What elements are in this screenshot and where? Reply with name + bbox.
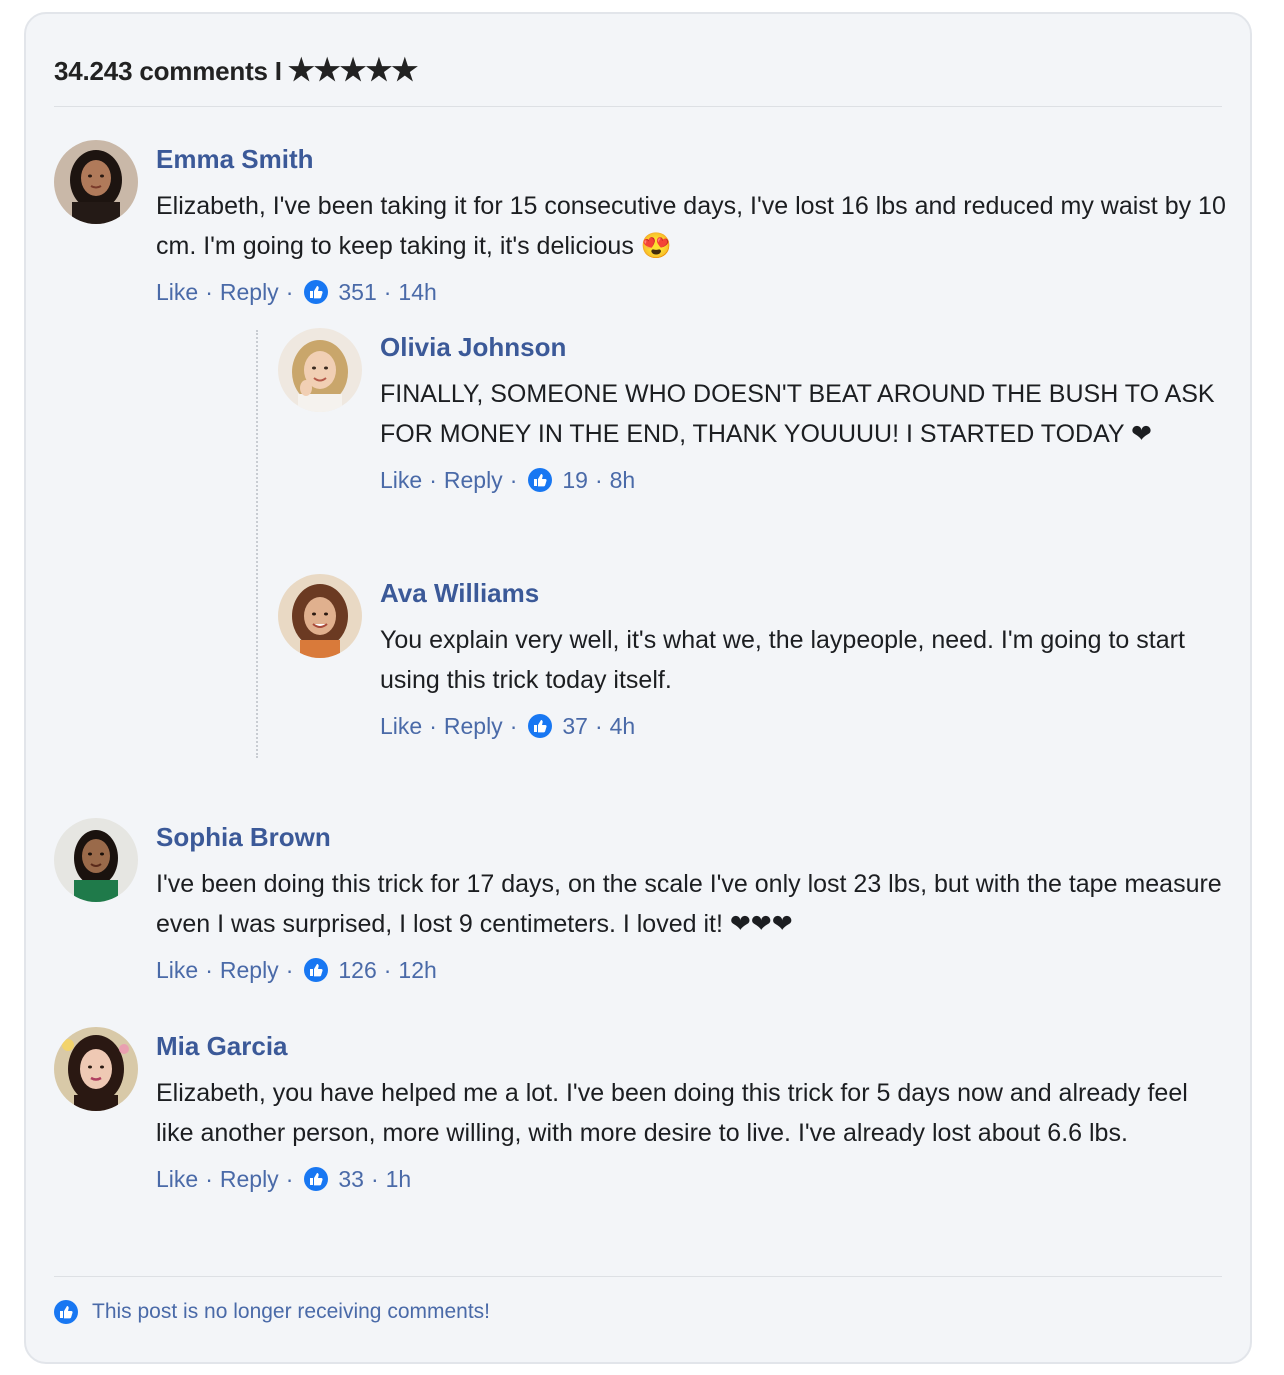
comment-text: FINALLY, SOMEONE WHO DOESN'T BEAT AROUND THE BUSH TO ASK FOR MONEY IN THE END, THANK YOUUUU! I STARTED TODAY ❤: [380, 380, 1215, 448]
like-link[interactable]: Like: [156, 1166, 199, 1192]
comments-header: [54, 54, 417, 89]
separator-dot: ·: [370, 1166, 379, 1192]
comments-closed-notice: [54, 1300, 490, 1324]
comment-author[interactable]: Sophia Brown: [156, 822, 331, 852]
reply-link[interactable]: Reply: [443, 713, 503, 739]
comment-time: 1h: [385, 1166, 412, 1192]
like-link[interactable]: Like: [380, 467, 423, 493]
comment-text: Elizabeth, you have helped me a lot. I've been doing this trick for 5 days now and already feel like another person, more willing, with more desire to live. I've already lost about 6.6 lbs.: [156, 1079, 1188, 1147]
comment-time: 12h: [398, 957, 437, 983]
like-count: 19: [562, 467, 588, 493]
thumbs-up-icon: [54, 1300, 78, 1324]
like-link[interactable]: Like: [156, 957, 199, 983]
comment-actions: [380, 712, 1230, 740]
comments-panel: [24, 12, 1252, 1364]
comment-time: 4h: [609, 713, 636, 739]
comment-ava: [380, 578, 1230, 740]
rating-stars: ★★★★★: [287, 54, 418, 87]
separator-dot: ·: [285, 957, 294, 983]
thumbs-up-icon: [304, 280, 328, 304]
thumbs-up-icon: [528, 714, 552, 738]
separator-dot: ·: [383, 957, 392, 983]
comment-olivia: [380, 332, 1230, 494]
thumbs-up-icon: [304, 958, 328, 982]
reply-link[interactable]: Reply: [443, 467, 503, 493]
separator-dot: ·: [205, 1166, 213, 1192]
separator-dot: ·: [285, 279, 294, 305]
comment-actions: [380, 466, 1230, 494]
comment-text: Elizabeth, I've been taking it for 15 consecutive days, I've lost 16 lbs and reduced my waist by 10 cm. I'm going to keep taking it, it's delicious 😍: [156, 192, 1226, 260]
comment-author[interactable]: Ava Williams: [380, 578, 540, 608]
comment-actions: [156, 1165, 1226, 1193]
reply-thread-line: [256, 330, 258, 758]
like-count: 126: [338, 957, 377, 983]
separator-dot: ·: [509, 713, 518, 739]
reply-link[interactable]: Reply: [219, 957, 279, 983]
closed-notice-text: This post is no longer receiving comments!: [92, 1300, 491, 1323]
separator-dot: ·: [205, 279, 213, 305]
thumbs-up-icon: [528, 468, 552, 492]
comment-author[interactable]: Mia Garcia: [156, 1031, 288, 1061]
comment-emma: [156, 144, 1226, 306]
comment-sophia: [156, 822, 1226, 984]
separator-dot: ·: [594, 467, 603, 493]
header-divider: [54, 106, 1222, 107]
like-count: 351: [338, 279, 377, 305]
like-count: 37: [562, 713, 588, 739]
comment-time: 14h: [398, 279, 437, 305]
avatar-olivia[interactable]: [278, 328, 362, 412]
separator-dot: ·: [383, 279, 392, 305]
avatar-emma[interactable]: [54, 140, 138, 224]
comment-count: 34.243 comments I: [54, 56, 282, 86]
comment-text: I've been doing this trick for 17 days, on the scale I've only lost 23 lbs, but with the tape measure even I was surprised, I lost 9 centimeters. I loved it! ❤❤❤: [156, 870, 1222, 938]
like-count: 33: [338, 1166, 364, 1192]
separator-dot: ·: [429, 467, 437, 493]
comment-time: 8h: [609, 467, 636, 493]
footer-divider: [54, 1276, 1222, 1277]
like-link[interactable]: Like: [380, 713, 423, 739]
avatar-mia[interactable]: [54, 1027, 138, 1111]
separator-dot: ·: [594, 713, 603, 739]
comment-actions: [156, 278, 1226, 306]
separator-dot: ·: [205, 957, 213, 983]
comment-author[interactable]: Emma Smith: [156, 144, 314, 174]
like-link[interactable]: Like: [156, 279, 199, 305]
thumbs-up-icon: [304, 1167, 328, 1191]
separator-dot: ·: [429, 713, 437, 739]
comment-mia: [156, 1031, 1226, 1193]
comment-author[interactable]: Olivia Johnson: [380, 332, 567, 362]
avatar-ava[interactable]: [278, 574, 362, 658]
reply-link[interactable]: Reply: [219, 279, 279, 305]
separator-dot: ·: [285, 1166, 294, 1192]
reply-link[interactable]: Reply: [219, 1166, 279, 1192]
comment-actions: [156, 956, 1226, 984]
separator-dot: ·: [509, 467, 518, 493]
avatar-sophia[interactable]: [54, 818, 138, 902]
comment-text: You explain very well, it's what we, the laypeople, need. I'm going to start using this trick today itself.: [380, 626, 1185, 694]
